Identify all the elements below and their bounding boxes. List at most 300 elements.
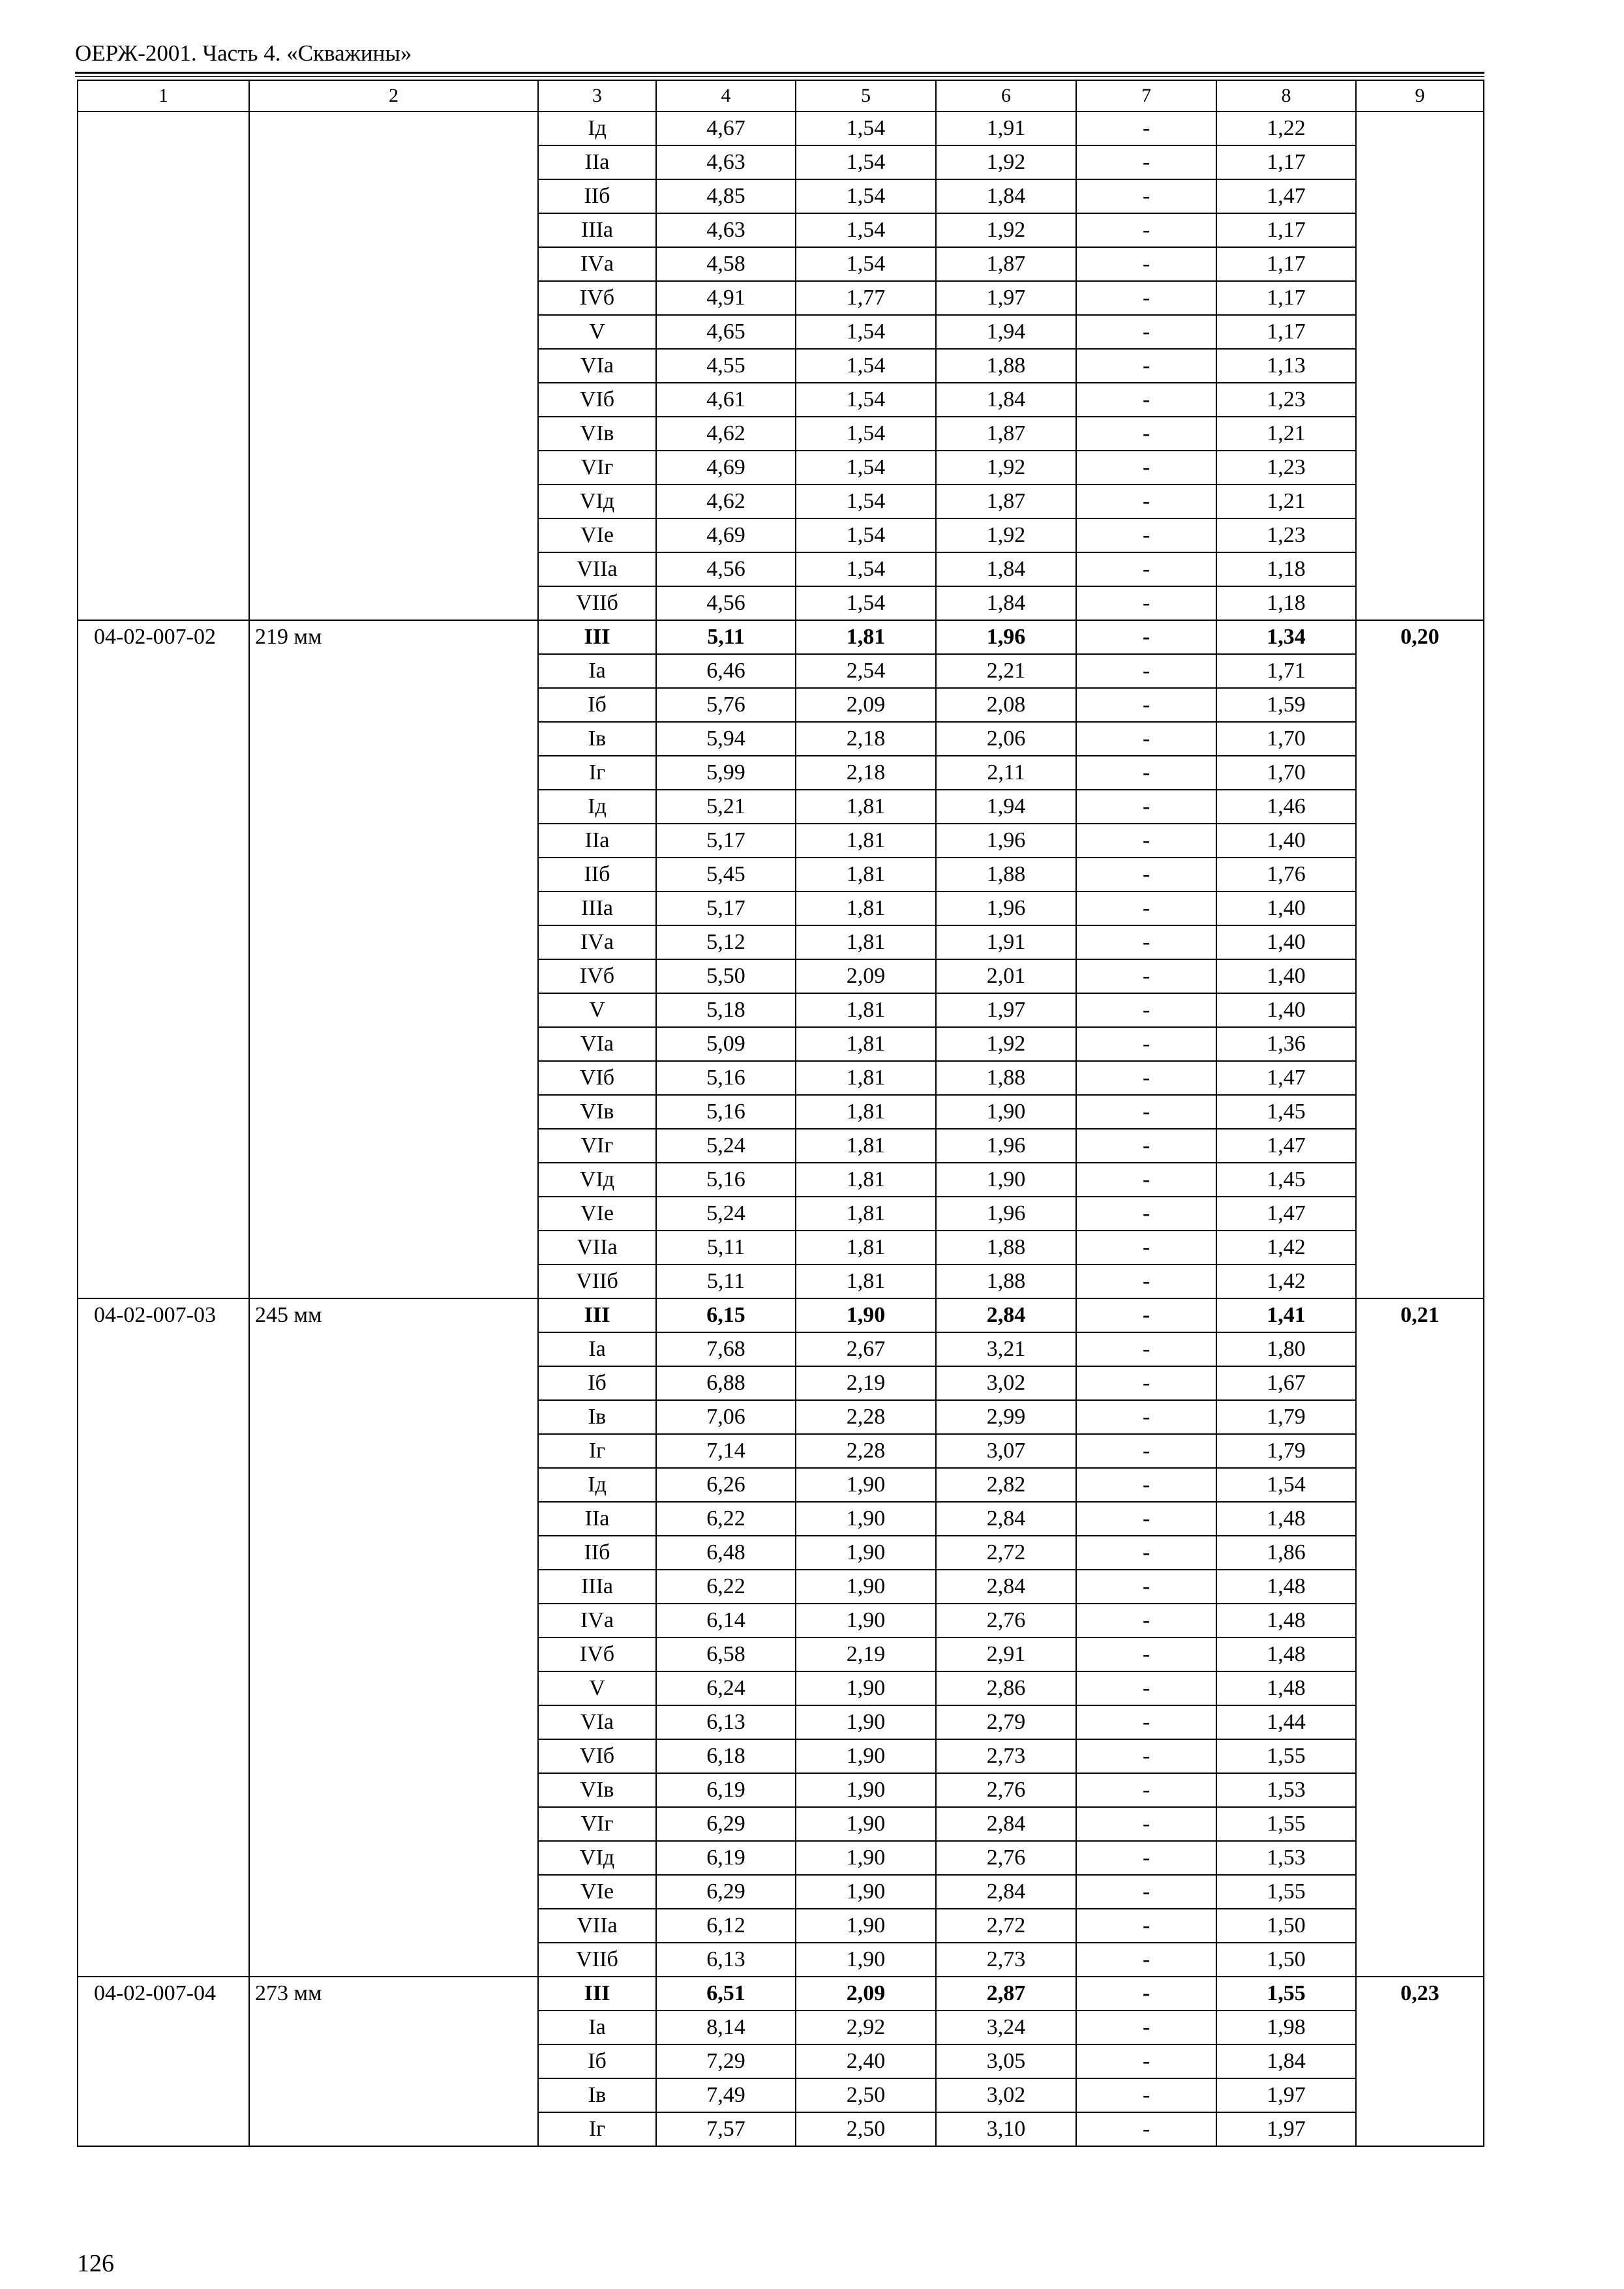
value-cell: 1,90	[796, 1841, 936, 1875]
value-cell: 1,55	[1216, 1807, 1356, 1841]
value-cell: 6,13	[656, 1943, 796, 1977]
value-cell: 1,84	[936, 383, 1076, 417]
value-cell: -	[1076, 1163, 1216, 1197]
value-cell: 4,58	[656, 247, 796, 281]
value-cell: 1,18	[1216, 552, 1356, 586]
value-cell: 1,87	[936, 417, 1076, 451]
value-cell: 5,21	[656, 790, 796, 824]
value-cell: 1,97	[936, 993, 1076, 1027]
value-cell: 2,40	[796, 2044, 936, 2078]
value-cell: 1,40	[1216, 891, 1356, 925]
value-cell: 1,90	[796, 1604, 936, 1638]
zone-cell: IVб	[538, 1638, 656, 1671]
value-cell: 1,79	[1216, 1400, 1356, 1434]
value-cell: 6,19	[656, 1773, 796, 1807]
value-cell: 7,57	[656, 2112, 796, 2146]
value-cell: 1,81	[796, 858, 936, 891]
column-header: 4	[656, 80, 796, 112]
value-cell: -	[1076, 925, 1216, 959]
table-row	[78, 1977, 1484, 2011]
value-cell: 1,40	[1216, 925, 1356, 959]
value-cell: -	[1076, 1061, 1216, 1095]
value-cell: 2,19	[796, 1366, 936, 1400]
table-row	[78, 1298, 1484, 1332]
zone-cell: IIIа	[538, 891, 656, 925]
value-cell: 1,84	[936, 552, 1076, 586]
value-cell: 1,47	[1216, 1129, 1356, 1163]
value-cell: 1,90	[796, 1570, 936, 1604]
value-cell: 2,18	[796, 722, 936, 756]
value-cell: 1,54	[796, 247, 936, 281]
value-cell: 1,48	[1216, 1638, 1356, 1671]
column-header: 6	[936, 80, 1076, 112]
value-cell: 1,90	[796, 1705, 936, 1739]
value-cell: 1,81	[796, 925, 936, 959]
value-cell: 6,51	[656, 1977, 796, 2011]
zone-cell: Iд	[538, 112, 656, 145]
value-cell: 6,14	[656, 1604, 796, 1638]
value-cell: 2,92	[796, 2011, 936, 2044]
value-cell: 4,85	[656, 179, 796, 213]
value-cell: 5,11	[656, 1231, 796, 1264]
value-cell: 1,81	[796, 1163, 936, 1197]
value-cell: 1,45	[1216, 1095, 1356, 1129]
value-cell: 4,62	[656, 485, 796, 518]
value-cell: 1,54	[796, 383, 936, 417]
value-cell: 1,92	[936, 213, 1076, 247]
value-cell: 1,97	[1216, 2078, 1356, 2112]
zone-cell: IIIа	[538, 1570, 656, 1604]
value-cell: 1,17	[1216, 281, 1356, 315]
value-cell: 1,90	[796, 1298, 936, 1332]
value-cell: 1,91	[936, 112, 1076, 145]
value-cell: 2,09	[796, 959, 936, 993]
value-cell: -	[1076, 722, 1216, 756]
value-cell: 1,81	[796, 1095, 936, 1129]
value-cell: -	[1076, 1705, 1216, 1739]
value-cell: 1,97	[1216, 2112, 1356, 2146]
zone-cell: Iб	[538, 688, 656, 722]
value-cell: 1,54	[796, 179, 936, 213]
value-cell: -	[1076, 959, 1216, 993]
zone-cell: IVб	[538, 281, 656, 315]
value-cell: -	[1076, 247, 1216, 281]
value-cell: 1,48	[1216, 1671, 1356, 1705]
value-cell: 2,84	[936, 1502, 1076, 1536]
value-cell: 1,96	[936, 1129, 1076, 1163]
value-cell: 1,23	[1216, 451, 1356, 485]
value-cell: 4,63	[656, 213, 796, 247]
value-cell: 1,34	[1216, 620, 1356, 654]
rate-code-cell: 04-02-007-04	[78, 1977, 249, 2146]
value-cell: 1,17	[1216, 315, 1356, 349]
value-cell: -	[1076, 417, 1216, 451]
zone-cell: V	[538, 315, 656, 349]
value-cell: 5,16	[656, 1163, 796, 1197]
zone-cell: VIIа	[538, 1909, 656, 1943]
value-cell: 2,82	[936, 1468, 1076, 1502]
value-cell: -	[1076, 1366, 1216, 1400]
value-cell: 1,84	[936, 586, 1076, 620]
value-cell: 1,90	[936, 1163, 1076, 1197]
value-cell: 1,94	[936, 315, 1076, 349]
value-cell: 1,81	[796, 1231, 936, 1264]
value-cell: 4,61	[656, 383, 796, 417]
value-cell: -	[1076, 518, 1216, 552]
value-cell: -	[1076, 213, 1216, 247]
value-cell: -	[1076, 1129, 1216, 1163]
value-cell: 1,17	[1216, 145, 1356, 179]
column-header: 3	[538, 80, 656, 112]
value-cell: 1,81	[796, 993, 936, 1027]
zone-cell: III	[538, 620, 656, 654]
value-cell: 1,42	[1216, 1264, 1356, 1298]
value-cell: 3,02	[936, 1366, 1076, 1400]
value-cell: 1,71	[1216, 654, 1356, 688]
value-cell: -	[1076, 1604, 1216, 1638]
value-cell: 1,76	[1216, 858, 1356, 891]
value-cell: 1,45	[1216, 1163, 1356, 1197]
value-cell: 3,10	[936, 2112, 1076, 2146]
zone-cell: IVа	[538, 247, 656, 281]
value-cell: 2,73	[936, 1943, 1076, 1977]
value-cell: -	[1076, 1977, 1216, 2011]
value-cell: 2,87	[936, 1977, 1076, 2011]
value-cell: 4,91	[656, 281, 796, 315]
value-cell: 2,84	[936, 1807, 1076, 1841]
value-cell: -	[1076, 112, 1216, 145]
value-cell: -	[1076, 1671, 1216, 1705]
value-cell: 1,50	[1216, 1943, 1356, 1977]
value-cell: 1,55	[1216, 1977, 1356, 2011]
value-cell: -	[1076, 1197, 1216, 1231]
value-cell: -	[1076, 145, 1216, 179]
value-cell: 2,76	[936, 1604, 1076, 1638]
zone-cell: IVб	[538, 959, 656, 993]
value-cell: 1,47	[1216, 179, 1356, 213]
value-cell: 1,87	[936, 485, 1076, 518]
value-cell: 1,98	[1216, 2011, 1356, 2044]
value-cell: 1,91	[936, 925, 1076, 959]
value-cell: 2,06	[936, 722, 1076, 756]
col9-cell	[1356, 112, 1484, 620]
zone-cell: VIд	[538, 1163, 656, 1197]
value-cell: 1,81	[796, 1264, 936, 1298]
value-cell: 1,48	[1216, 1604, 1356, 1638]
value-cell: 1,55	[1216, 1875, 1356, 1909]
value-cell: 2,76	[936, 1773, 1076, 1807]
value-cell: 1,70	[1216, 756, 1356, 790]
value-cell: -	[1076, 790, 1216, 824]
zone-cell: Iа	[538, 654, 656, 688]
zone-cell: IIа	[538, 824, 656, 858]
value-cell: 2,72	[936, 1909, 1076, 1943]
value-cell: 2,67	[796, 1332, 936, 1366]
column-header: 9	[1356, 80, 1484, 112]
value-cell: 1,90	[796, 1502, 936, 1536]
value-cell: 5,16	[656, 1061, 796, 1095]
value-cell: -	[1076, 552, 1216, 586]
value-cell: 1,94	[936, 790, 1076, 824]
value-cell: -	[1076, 1095, 1216, 1129]
value-cell: 5,94	[656, 722, 796, 756]
value-cell: 1,59	[1216, 688, 1356, 722]
zone-cell: VIIб	[538, 586, 656, 620]
value-cell: 1,67	[1216, 1366, 1356, 1400]
value-cell: -	[1076, 586, 1216, 620]
rate-code-cell: 04-02-007-02	[78, 620, 249, 1298]
value-cell: -	[1076, 2011, 1216, 2044]
value-cell: 1,79	[1216, 1434, 1356, 1468]
value-cell: 1,42	[1216, 1231, 1356, 1264]
zone-cell: VIг	[538, 1807, 656, 1841]
value-cell: 1,81	[796, 891, 936, 925]
value-cell: 1,88	[936, 1264, 1076, 1298]
value-cell: 5,16	[656, 1095, 796, 1129]
value-cell: 1,53	[1216, 1841, 1356, 1875]
value-cell: -	[1076, 891, 1216, 925]
zone-cell: Iа	[538, 1332, 656, 1366]
value-cell: -	[1076, 451, 1216, 485]
value-cell: 5,17	[656, 824, 796, 858]
rate-name-cell: 219 мм	[249, 620, 538, 1298]
value-cell: 6,12	[656, 1909, 796, 1943]
value-cell: 1,88	[936, 1061, 1076, 1095]
value-cell: 1,96	[936, 1197, 1076, 1231]
value-cell: 1,81	[796, 1197, 936, 1231]
value-cell: 1,48	[1216, 1502, 1356, 1536]
value-cell: 1,96	[936, 891, 1076, 925]
value-cell: 1,23	[1216, 383, 1356, 417]
zone-cell: VIг	[538, 451, 656, 485]
value-cell: 2,79	[936, 1705, 1076, 1739]
zone-cell: VIе	[538, 518, 656, 552]
value-cell: 4,67	[656, 112, 796, 145]
value-cell: -	[1076, 1027, 1216, 1061]
zone-cell: IVа	[538, 925, 656, 959]
value-cell: 2,84	[936, 1298, 1076, 1332]
value-cell: 1,81	[796, 790, 936, 824]
value-cell: 7,68	[656, 1332, 796, 1366]
zone-cell: VIе	[538, 1875, 656, 1909]
value-cell: 3,21	[936, 1332, 1076, 1366]
value-cell: 5,18	[656, 993, 796, 1027]
value-cell: 2,91	[936, 1638, 1076, 1671]
value-cell: 2,19	[796, 1638, 936, 1671]
zone-cell: IIа	[538, 145, 656, 179]
value-cell: 1,40	[1216, 993, 1356, 1027]
zone-cell: VIб	[538, 383, 656, 417]
value-cell: 1,92	[936, 145, 1076, 179]
value-cell: 1,47	[1216, 1197, 1356, 1231]
col9-cell: 0,20	[1356, 620, 1484, 1298]
value-cell: 6,48	[656, 1536, 796, 1570]
value-cell: 6,24	[656, 1671, 796, 1705]
value-cell: -	[1076, 1264, 1216, 1298]
value-cell: 5,17	[656, 891, 796, 925]
value-cell: 3,07	[936, 1434, 1076, 1468]
value-cell: -	[1076, 1332, 1216, 1366]
value-cell: 2,84	[936, 1875, 1076, 1909]
zone-cell: VIг	[538, 1129, 656, 1163]
value-cell: -	[1076, 1739, 1216, 1773]
rate-name-cell: 273 мм	[249, 1977, 538, 2146]
value-cell: -	[1076, 383, 1216, 417]
value-cell: 1,80	[1216, 1332, 1356, 1366]
value-cell: 1,54	[796, 315, 936, 349]
value-cell: 1,55	[1216, 1739, 1356, 1773]
value-cell: 1,90	[796, 1773, 936, 1807]
zone-cell: V	[538, 993, 656, 1027]
zone-cell: Iд	[538, 790, 656, 824]
value-cell: 2,99	[936, 1400, 1076, 1434]
value-cell: 2,28	[796, 1400, 936, 1434]
value-cell: 1,81	[796, 824, 936, 858]
value-cell: 1,90	[796, 1536, 936, 1570]
zone-cell: IIIа	[538, 213, 656, 247]
value-cell: 1,40	[1216, 824, 1356, 858]
value-cell: 2,86	[936, 1671, 1076, 1705]
value-cell: -	[1076, 1231, 1216, 1264]
value-cell: 1,88	[936, 1231, 1076, 1264]
zone-cell: IVа	[538, 1604, 656, 1638]
value-cell: 1,86	[1216, 1536, 1356, 1570]
zone-cell: Iг	[538, 1434, 656, 1468]
value-cell: 1,81	[796, 620, 936, 654]
page-number: 126	[77, 2250, 114, 2277]
value-cell: 1,81	[796, 1129, 936, 1163]
zone-cell: VIв	[538, 1095, 656, 1129]
value-cell: 2,09	[796, 1977, 936, 2011]
value-cell: 2,21	[936, 654, 1076, 688]
zone-cell: VIа	[538, 349, 656, 383]
value-cell: -	[1076, 620, 1216, 654]
zone-cell: VIе	[538, 1197, 656, 1231]
value-cell: 1,17	[1216, 213, 1356, 247]
value-cell: 1,54	[796, 518, 936, 552]
value-cell: 6,13	[656, 1705, 796, 1739]
value-cell: 6,88	[656, 1366, 796, 1400]
zone-cell: Iг	[538, 756, 656, 790]
value-cell: 5,99	[656, 756, 796, 790]
value-cell: 1,96	[936, 824, 1076, 858]
column-header: 8	[1216, 80, 1356, 112]
value-cell: 2,01	[936, 959, 1076, 993]
value-cell: -	[1076, 1773, 1216, 1807]
column-header: 5	[796, 80, 936, 112]
value-cell: 5,76	[656, 688, 796, 722]
value-cell: 1,81	[796, 1061, 936, 1095]
value-cell: 6,22	[656, 1502, 796, 1536]
value-cell: 8,14	[656, 2011, 796, 2044]
value-cell: 6,29	[656, 1807, 796, 1841]
value-cell: 1,17	[1216, 247, 1356, 281]
value-cell: 1,46	[1216, 790, 1356, 824]
value-cell: 1,54	[796, 417, 936, 451]
value-cell: -	[1076, 315, 1216, 349]
col9-cell: 0,23	[1356, 1977, 1484, 2146]
value-cell: 1,90	[936, 1095, 1076, 1129]
value-cell: 7,06	[656, 1400, 796, 1434]
value-cell: 2,73	[936, 1739, 1076, 1773]
rates-table	[77, 80, 1484, 2147]
value-cell: 2,72	[936, 1536, 1076, 1570]
value-cell: 1,54	[796, 552, 936, 586]
value-cell: -	[1076, 654, 1216, 688]
value-cell: 1,18	[1216, 586, 1356, 620]
value-cell: 4,65	[656, 315, 796, 349]
header-rule	[75, 72, 1484, 74]
value-cell: 1,13	[1216, 349, 1356, 383]
value-cell: 1,36	[1216, 1027, 1356, 1061]
value-cell: 6,26	[656, 1468, 796, 1502]
zone-cell: V	[538, 1671, 656, 1705]
value-cell: 2,11	[936, 756, 1076, 790]
value-cell: 5,24	[656, 1129, 796, 1163]
zone-cell: Iд	[538, 1468, 656, 1502]
value-cell: 1,54	[1216, 1468, 1356, 1502]
value-cell: 3,24	[936, 2011, 1076, 2044]
value-cell: 7,29	[656, 2044, 796, 2078]
value-cell: -	[1076, 2112, 1216, 2146]
value-cell: -	[1076, 1807, 1216, 1841]
zone-cell: Iб	[538, 1366, 656, 1400]
value-cell: -	[1076, 824, 1216, 858]
rate-code-cell: 04-02-007-03	[78, 1298, 249, 1977]
value-cell: 2,50	[796, 2112, 936, 2146]
value-cell: -	[1076, 1502, 1216, 1536]
value-cell: 4,69	[656, 518, 796, 552]
value-cell: -	[1076, 1943, 1216, 1977]
value-cell: 1,53	[1216, 1773, 1356, 1807]
value-cell: 1,92	[936, 518, 1076, 552]
value-cell: 5,45	[656, 858, 796, 891]
zone-cell: Iв	[538, 1400, 656, 1434]
value-cell: 6,58	[656, 1638, 796, 1671]
value-cell: 2,09	[796, 688, 936, 722]
value-cell: 1,47	[1216, 1061, 1356, 1095]
zone-cell: VIIб	[538, 1943, 656, 1977]
zone-cell: IIб	[538, 1536, 656, 1570]
value-cell: -	[1076, 1638, 1216, 1671]
table-header-row	[78, 80, 1484, 112]
value-cell: 5,50	[656, 959, 796, 993]
value-cell: 6,29	[656, 1875, 796, 1909]
value-cell: 1,41	[1216, 1298, 1356, 1332]
value-cell: 1,54	[796, 145, 936, 179]
zone-cell: VIд	[538, 1841, 656, 1875]
zone-cell: III	[538, 1298, 656, 1332]
value-cell: 1,70	[1216, 722, 1356, 756]
zone-cell: VIа	[538, 1027, 656, 1061]
value-cell: 1,90	[796, 1739, 936, 1773]
value-cell: 2,54	[796, 654, 936, 688]
value-cell: 1,97	[936, 281, 1076, 315]
value-cell: 4,56	[656, 552, 796, 586]
zone-cell: Iв	[538, 2078, 656, 2112]
zone-cell: Iг	[538, 2112, 656, 2146]
value-cell: 1,54	[796, 349, 936, 383]
zone-cell: Iа	[538, 2011, 656, 2044]
col9-cell: 0,21	[1356, 1298, 1484, 1977]
zone-cell: IIб	[538, 179, 656, 213]
zone-cell: VIб	[538, 1739, 656, 1773]
value-cell: -	[1076, 1909, 1216, 1943]
value-cell: 4,69	[656, 451, 796, 485]
value-cell: -	[1076, 1400, 1216, 1434]
zone-cell: VIв	[538, 1773, 656, 1807]
zone-cell: Iв	[538, 722, 656, 756]
